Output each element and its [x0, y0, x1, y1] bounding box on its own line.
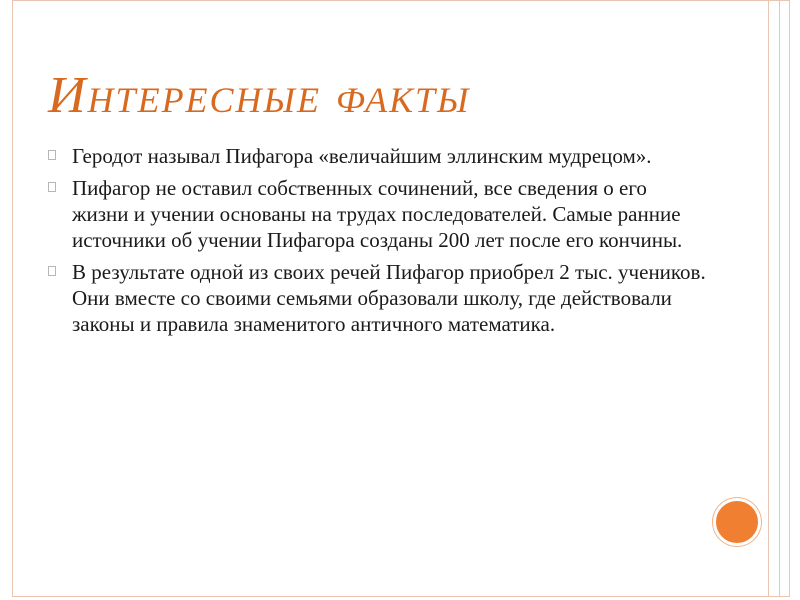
- slide-side-band: [768, 0, 780, 597]
- bullet-text: Геродот называл Пифагора «величайшим эллинским мудрецом».: [72, 144, 652, 168]
- bullet-text: В результате одной из своих речей Пифагор приобрел 2 тыс. учеников. Они вместе со своими семьями образовали школу, где действовали законы и правила знаменитого античного математика.: [72, 260, 706, 336]
- bullet-text: Пифагор не оставил собственных сочинений, все сведения о его жизни и учении основаны на трудах последователей. Самые ранние источники об учении Пифагора созданы 200 лет после его кончины.: [72, 176, 683, 252]
- bullet-item: [48, 175, 708, 253]
- bullet-item: [48, 259, 708, 337]
- bullet-list: [48, 143, 708, 343]
- square-bullet-icon: [48, 182, 56, 192]
- square-bullet-icon: [48, 266, 56, 276]
- slide-title: Интересные факты: [48, 67, 471, 124]
- square-bullet-icon: [48, 150, 56, 160]
- bullet-item: [48, 143, 708, 169]
- orange-circle-icon: [713, 498, 761, 546]
